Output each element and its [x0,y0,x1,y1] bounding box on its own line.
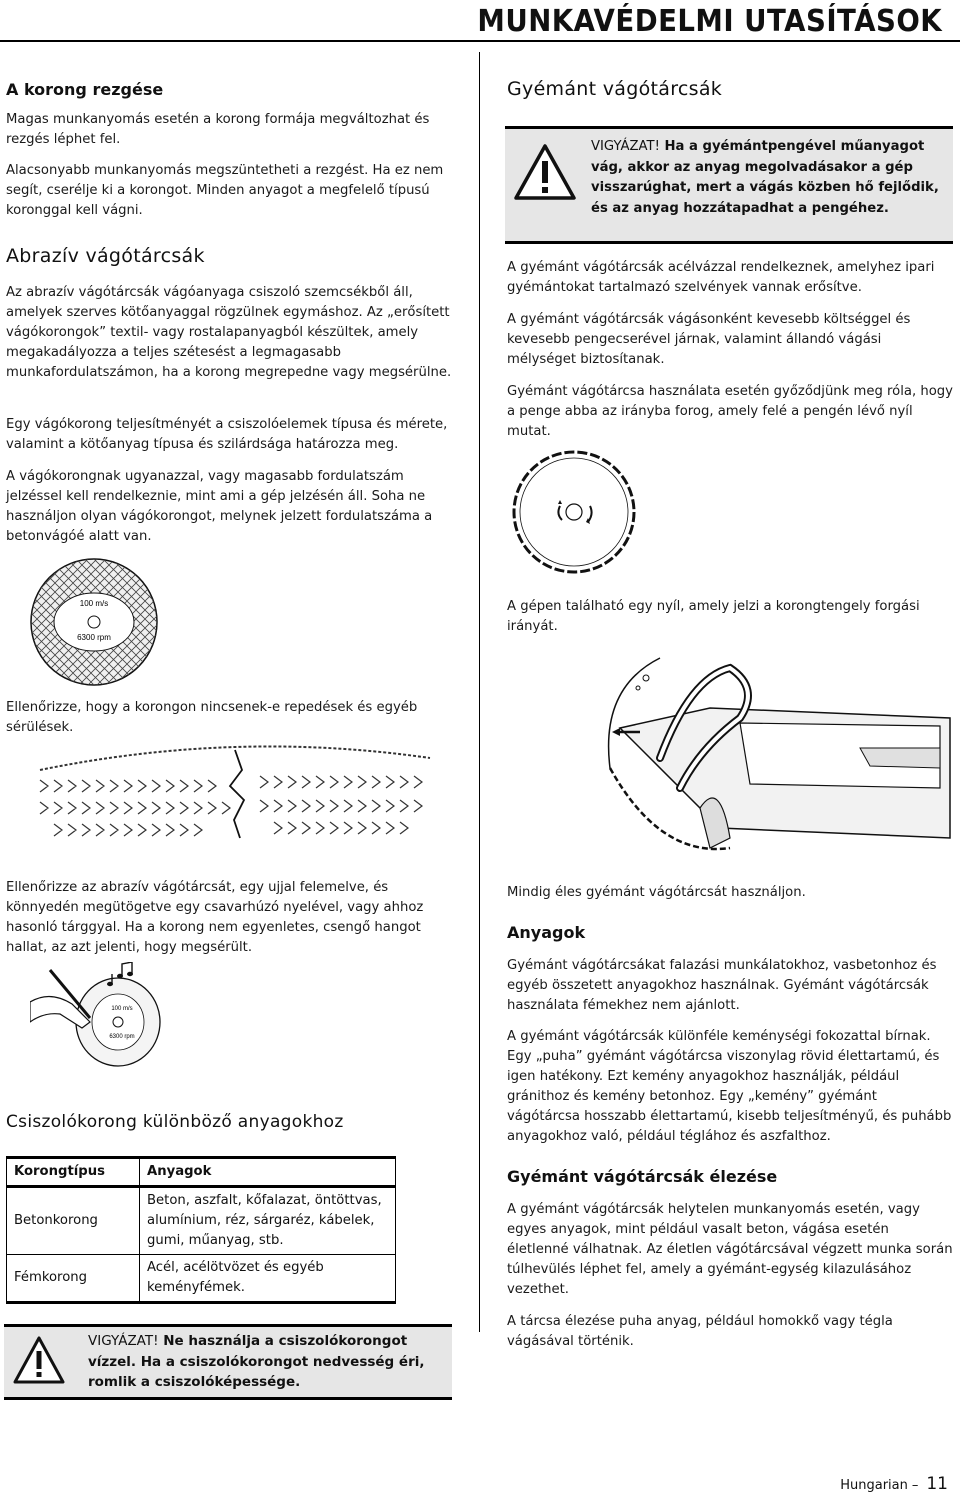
table-cell-materials: Acél, acélötvözet és egyéb keményfémek. [140,1255,396,1303]
vibration-paragraph-2: Alacsonyabb munkanyomás megszüntetheti a rezgést. Ha ez nem segít, cserélje ki a korongot. Minden anyagot a megfelelő típusú koronggal kell vágni. [6,163,444,218]
power-cutter-illustration [600,648,958,862]
arrow-caption: A gépen található egy nyíl, amely jelzi a korongtengely forgási irányát. [507,599,920,634]
diamond-paragraph-3: Gyémánt vágótárcsa használata esetén győződjünk meg róla, hogy a penge abba az irányba forog, amely felé a pengén lévő nyíl mutat. [507,384,953,439]
table-row [7,1187,396,1255]
warning-text: Ha a gyémántpengével műanyagot vág, akkor az anyag megolvadásakor a gép visszarúghat, mert a vágás közben hő fejlődik, és az anyag hozzátapadhat a pengéhez. [591,139,939,216]
page-footer [840,1474,948,1494]
column-divider [479,52,480,1332]
material-table [6,1156,396,1304]
warning-label: VIGYÁZAT! [591,139,660,154]
cracked-disc-illustration [30,740,440,840]
page-title: MUNKAVÉDELMI UTASÍTÁSOK [477,4,942,39]
warning-triangle-icon [12,1335,66,1385]
vibration-heading: A korong rezgése [6,80,164,99]
abrasive-paragraph-1: Az abrazív vágótárcsák vágóanyaga csiszoló szemcsékből áll, amelyek szerves kötőanyaggal rögzülnek egymáshoz. Az „erősített vágókorongok” textil- vagy rostalapanyagból készültek, amely megakadályozza a teljes szétesést a legmagasabb munkafordulatszámon, ha a korong megrepedne vagy megsérülne. [6,285,452,380]
sharpening-paragraph-2: A tárcsa élezése puha anyag, például homokkő vagy tégla vágásával történik. [507,1314,893,1349]
tap-test-paragraph: Ellenőrizze az abrazív vágótárcsát, egy ujjal felemelve, és könnyedén megütögetve egy csavarhúzó nyelével, vagy ahhoz hasonló tárggyal. Ha a korong nem egyenletes, csengő hangot hallat, az azt jelenti, hogy megsérült. [6,880,424,955]
sharpening-paragraph-1: A gyémánt vágótárcsák helytelen munkanyomás esetén, vagy egyes anyagok, mint például vasalt beton, vágása esetén életlenné válhatnak. Az életlen vágótárcsával végzett munka során túlhevülés léphet fel, amely a gyémánt-egység kilazulásához vezethet. [507,1202,953,1297]
materials-heading: Anyagok [507,923,586,942]
diamond-heading: Gyémánt vágótárcsák [507,78,723,100]
warning-triangle-icon [513,143,577,201]
header-rule [0,40,960,42]
footer-language: Hungarian [840,1478,908,1493]
diamond-warning-box [505,126,953,244]
table-cell-type: Betonkorong [7,1187,140,1255]
table-cell-type: Fémkorong [7,1255,140,1303]
abrasive-paragraph-2: Egy vágókorong teljesítményét a csiszolóelemek típusa és mérete, valamint a kötőanyag típusa és szilárdsága határozza meg. [6,417,448,452]
table-header-row [7,1158,396,1187]
disc-speed-label: 100 m/s [79,599,109,608]
abrasive-disc-illustration [28,556,160,688]
tap-test-illustration [30,962,170,1070]
abrasive-heading: Abrazív vágótárcsák [6,245,205,267]
table-header-type: Korongtípus [7,1158,140,1187]
warning-label: VIGYÁZAT! [88,1333,159,1349]
table-row [7,1255,396,1303]
table-cell-materials: Beton, aszfalt, kőfalazat, öntöttvas, alumínium, réz, sárgaréz, kábelek, gumi, műanyag, stb. [140,1187,396,1255]
materials-paragraph-2: A gyémánt vágótárcsák különféle keménységi fokozattal bírnak. Egy „puha” gyémánt vágótárcsa viszonylag rövid élettartamú, és igen hatékony. Ezt kemény anyagokhoz használják, például gránithoz és kemény betonhoz. Egy „kemény” gyémánt vágótárcsa hosszabb élettartamú, kisebb teljesítményű, és puhább anyagokhoz való, például téglához és aszfalthoz. [507,1029,952,1144]
tap-disc-speed-label: 100 m/s [111,1006,133,1012]
diamond-paragraph-2: A gyémánt vágótárcsák vágásonként kevesebb költséggel és kevesebb pengecserével járnak, valamint állandó vágási mélységet biztosítanak. [507,312,911,367]
tap-disc-rpm-label: 6300 rpm [109,1034,135,1040]
water-warning-box [4,1324,452,1400]
sharpening-heading: Gyémánt vágótárcsák élezése [507,1167,778,1186]
vibration-paragraph-1: Magas munkanyomás esetén a korong formája megváltozhat és rezgés léphet fel. [6,112,430,147]
sharp-blade-caption: Mindig éles gyémánt vágótárcsát használjon. [507,885,806,900]
warning-text: Ne használja a csiszolókorongot vízzel. Ha a csiszolókorongot nedvesség éri, romlik a csiszolóképessége. [88,1333,425,1390]
materials-paragraph-1: Gyémánt vágótárcsákat falazási munkálatokhoz, vasbetonhoz és egyéb összetett anyagokhoz használnak. Gyémánt vágótárcsák használata fémekhez nem ajánlott. [507,958,937,1013]
diamond-blade-illustration [508,446,640,578]
material-table-heading: Csiszolókorong különböző anyagokhoz [6,1112,344,1132]
diamond-paragraph-1: A gyémánt vágótárcsák acélvázzal rendelkeznek, amelyhez ipari gyémántokat tartalmazó szelvények vannak erősítve. [507,260,935,295]
footer-separator: – [911,1478,919,1493]
abrasive-paragraph-3: A vágókorongnak ugyanazzal, vagy magasabb fordulatszám jelzéssel kell rendelkeznie, mint ami a gép jelzésén áll. Soha ne használjon olyan vágókorongot, melynek jelzett fordulatszáma a betonvágóé alatt van. [6,469,433,544]
cracks-paragraph: Ellenőrizze, hogy a korongon nincsenek-e repedések és egyéb sérülések. [6,700,418,735]
disc-rpm-label: 6300 rpm [77,633,111,642]
table-header-materials: Anyagok [140,1158,396,1187]
page-number: 11 [926,1474,948,1494]
